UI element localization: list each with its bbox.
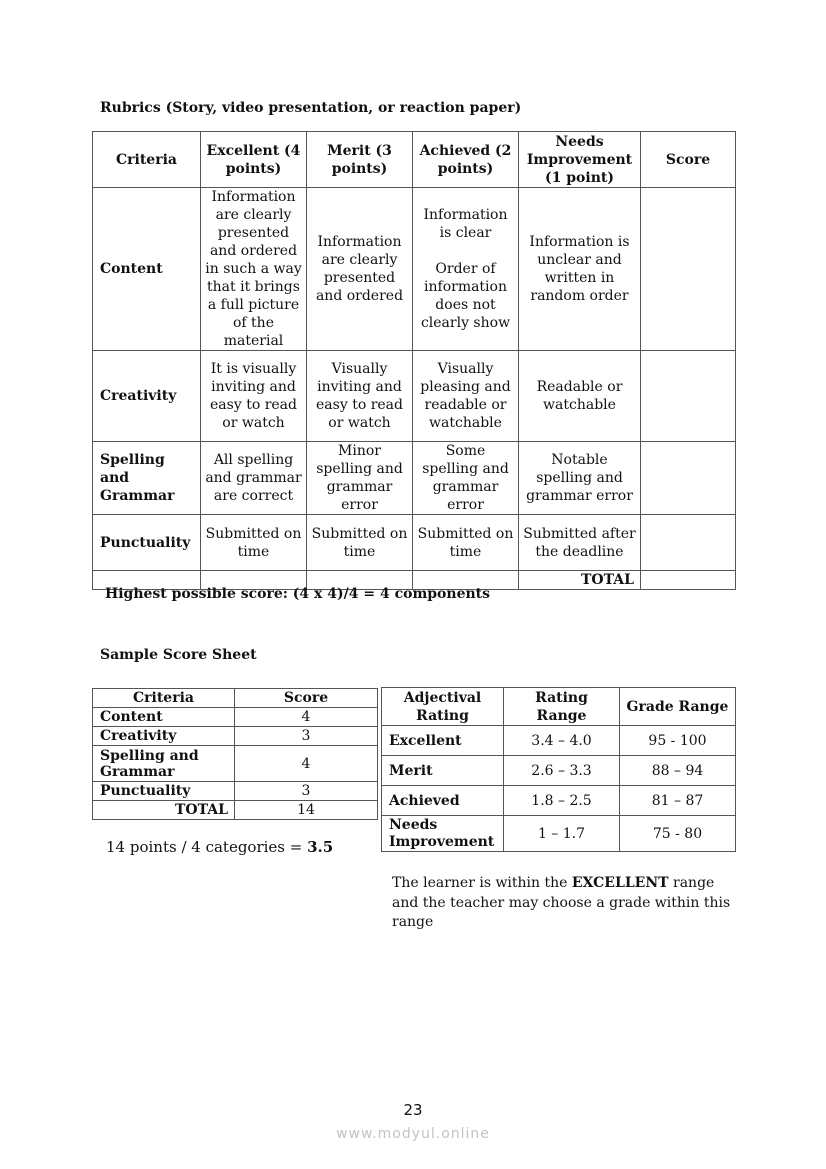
needs-cell: Information is unclear and written in random order — [519, 188, 641, 351]
needs-cell: Notable spelling and grammar error — [519, 442, 641, 515]
grade-rating: Achieved — [382, 786, 504, 816]
score-cell — [641, 188, 736, 351]
sample-total-row — [93, 801, 378, 820]
highest-score-note: Highest possible score: (4 x 4)/4 = 4 components — [105, 586, 490, 602]
grade-rating: Merit — [382, 756, 504, 786]
criteria-cell: Punctuality — [93, 515, 201, 571]
grade-rating: Needs Improvement — [382, 816, 504, 852]
header-needs-improvement: Needs Improvement (1 point) — [519, 132, 641, 188]
merit-cell: Minor spelling and grammar error — [307, 442, 413, 515]
grade-rating: Excellent — [382, 726, 504, 756]
grade-grade-range: 81 – 87 — [620, 786, 736, 816]
grade-grade-range: 95 - 100 — [620, 726, 736, 756]
sample-row — [93, 727, 378, 746]
computation-result: 3.5 — [307, 838, 334, 856]
sample-score: 3 — [235, 782, 378, 801]
excellent-cell: All spelling and grammar are correct — [201, 442, 307, 515]
sample-criteria: Creativity — [93, 727, 235, 746]
sample-score-table — [92, 688, 378, 820]
achieved-cell: Some spelling and grammar error — [413, 442, 519, 515]
sample-total-label: TOTAL — [93, 801, 235, 820]
achieved-cell: Visually pleasing and readable or watchable — [413, 351, 519, 442]
sample-score: 3 — [235, 727, 378, 746]
grade-rating-range: 2.6 – 3.3 — [504, 756, 620, 786]
sample-criteria: Punctuality — [93, 782, 235, 801]
criteria-cell: Content — [93, 188, 201, 351]
grade-header-row — [382, 688, 736, 726]
header-excellent: Excellent (4 points) — [201, 132, 307, 188]
header-achieved: Achieved (2 points) — [413, 132, 519, 188]
rubric-row-content — [93, 188, 736, 351]
grade-row — [382, 726, 736, 756]
sample-criteria: Spelling and Grammar — [93, 746, 235, 782]
grade-row — [382, 756, 736, 786]
score-cell — [641, 351, 736, 442]
achieved-cell: Submitted on time — [413, 515, 519, 571]
page-number: 23 — [403, 1101, 423, 1119]
computation-line — [106, 838, 333, 856]
grade-rating-range: 3.4 – 4.0 — [504, 726, 620, 756]
grade-row — [382, 816, 736, 852]
score-cell — [641, 515, 736, 571]
merit-cell: Visually inviting and easy to read or watch — [307, 351, 413, 442]
sample-row — [93, 782, 378, 801]
excellent-cell: Submitted on time — [201, 515, 307, 571]
excellent-cell: It is visually inviting and easy to read or watch — [201, 351, 307, 442]
excellent-cell: Information are clearly presented and ordered in such a way that it brings a full picture of the material — [201, 188, 307, 351]
rubric-header-row — [93, 132, 736, 188]
header-criteria: Criteria — [93, 132, 201, 188]
grade-rating-range: 1 – 1.7 — [504, 816, 620, 852]
computation-prefix: 14 points / 4 categories = — [106, 838, 308, 856]
criteria-cell: Spelling and Grammar — [93, 442, 201, 515]
rubric-total-value — [641, 571, 736, 590]
header-merit: Merit (3 points) — [307, 132, 413, 188]
rubric-table — [92, 131, 736, 590]
sample-header-score: Score — [235, 689, 378, 708]
sample-row — [93, 746, 378, 782]
grade-row — [382, 786, 736, 816]
note-text-after: range and the teacher may choose a grade within this range — [392, 875, 731, 930]
achieved-cell: Information is clear Order of information does not clearly show — [413, 188, 519, 351]
merit-cell: Information are clearly presented and ordered — [307, 188, 413, 351]
sample-score: 4 — [235, 708, 378, 727]
grade-header-grade: Grade Range — [620, 688, 736, 726]
sample-score: 4 — [235, 746, 378, 782]
rubric-title: Rubrics (Story, video presentation, or reaction paper) — [100, 100, 522, 116]
sample-criteria: Content — [93, 708, 235, 727]
sample-title: Sample Score Sheet — [100, 647, 257, 663]
grade-header-rating: Adjectival Rating — [382, 688, 504, 726]
note-emphasis: EXCELLENT — [571, 875, 669, 891]
sample-total-value: 14 — [235, 801, 378, 820]
sample-header-criteria: Criteria — [93, 689, 235, 708]
learner-note — [392, 874, 737, 933]
sample-row — [93, 708, 378, 727]
header-score: Score — [641, 132, 736, 188]
sample-header-row — [93, 689, 378, 708]
rubric-row-spelling — [93, 442, 736, 515]
needs-cell: Submitted after the deadline — [519, 515, 641, 571]
merit-cell: Submitted on time — [307, 515, 413, 571]
grade-grade-range: 75 - 80 — [620, 816, 736, 852]
watermark: www.modyul.online — [336, 1126, 490, 1142]
needs-cell: Readable or watchable — [519, 351, 641, 442]
rubric-row-creativity — [93, 351, 736, 442]
grade-header-range: Rating Range — [504, 688, 620, 726]
grade-grade-range: 88 – 94 — [620, 756, 736, 786]
criteria-cell: Creativity — [93, 351, 201, 442]
score-cell — [641, 442, 736, 515]
grade-range-table — [381, 687, 736, 852]
grade-rating-range: 1.8 – 2.5 — [504, 786, 620, 816]
note-text-before: The learner is within the — [392, 875, 572, 891]
rubric-total-label: TOTAL — [519, 571, 641, 590]
rubric-row-punctuality — [93, 515, 736, 571]
